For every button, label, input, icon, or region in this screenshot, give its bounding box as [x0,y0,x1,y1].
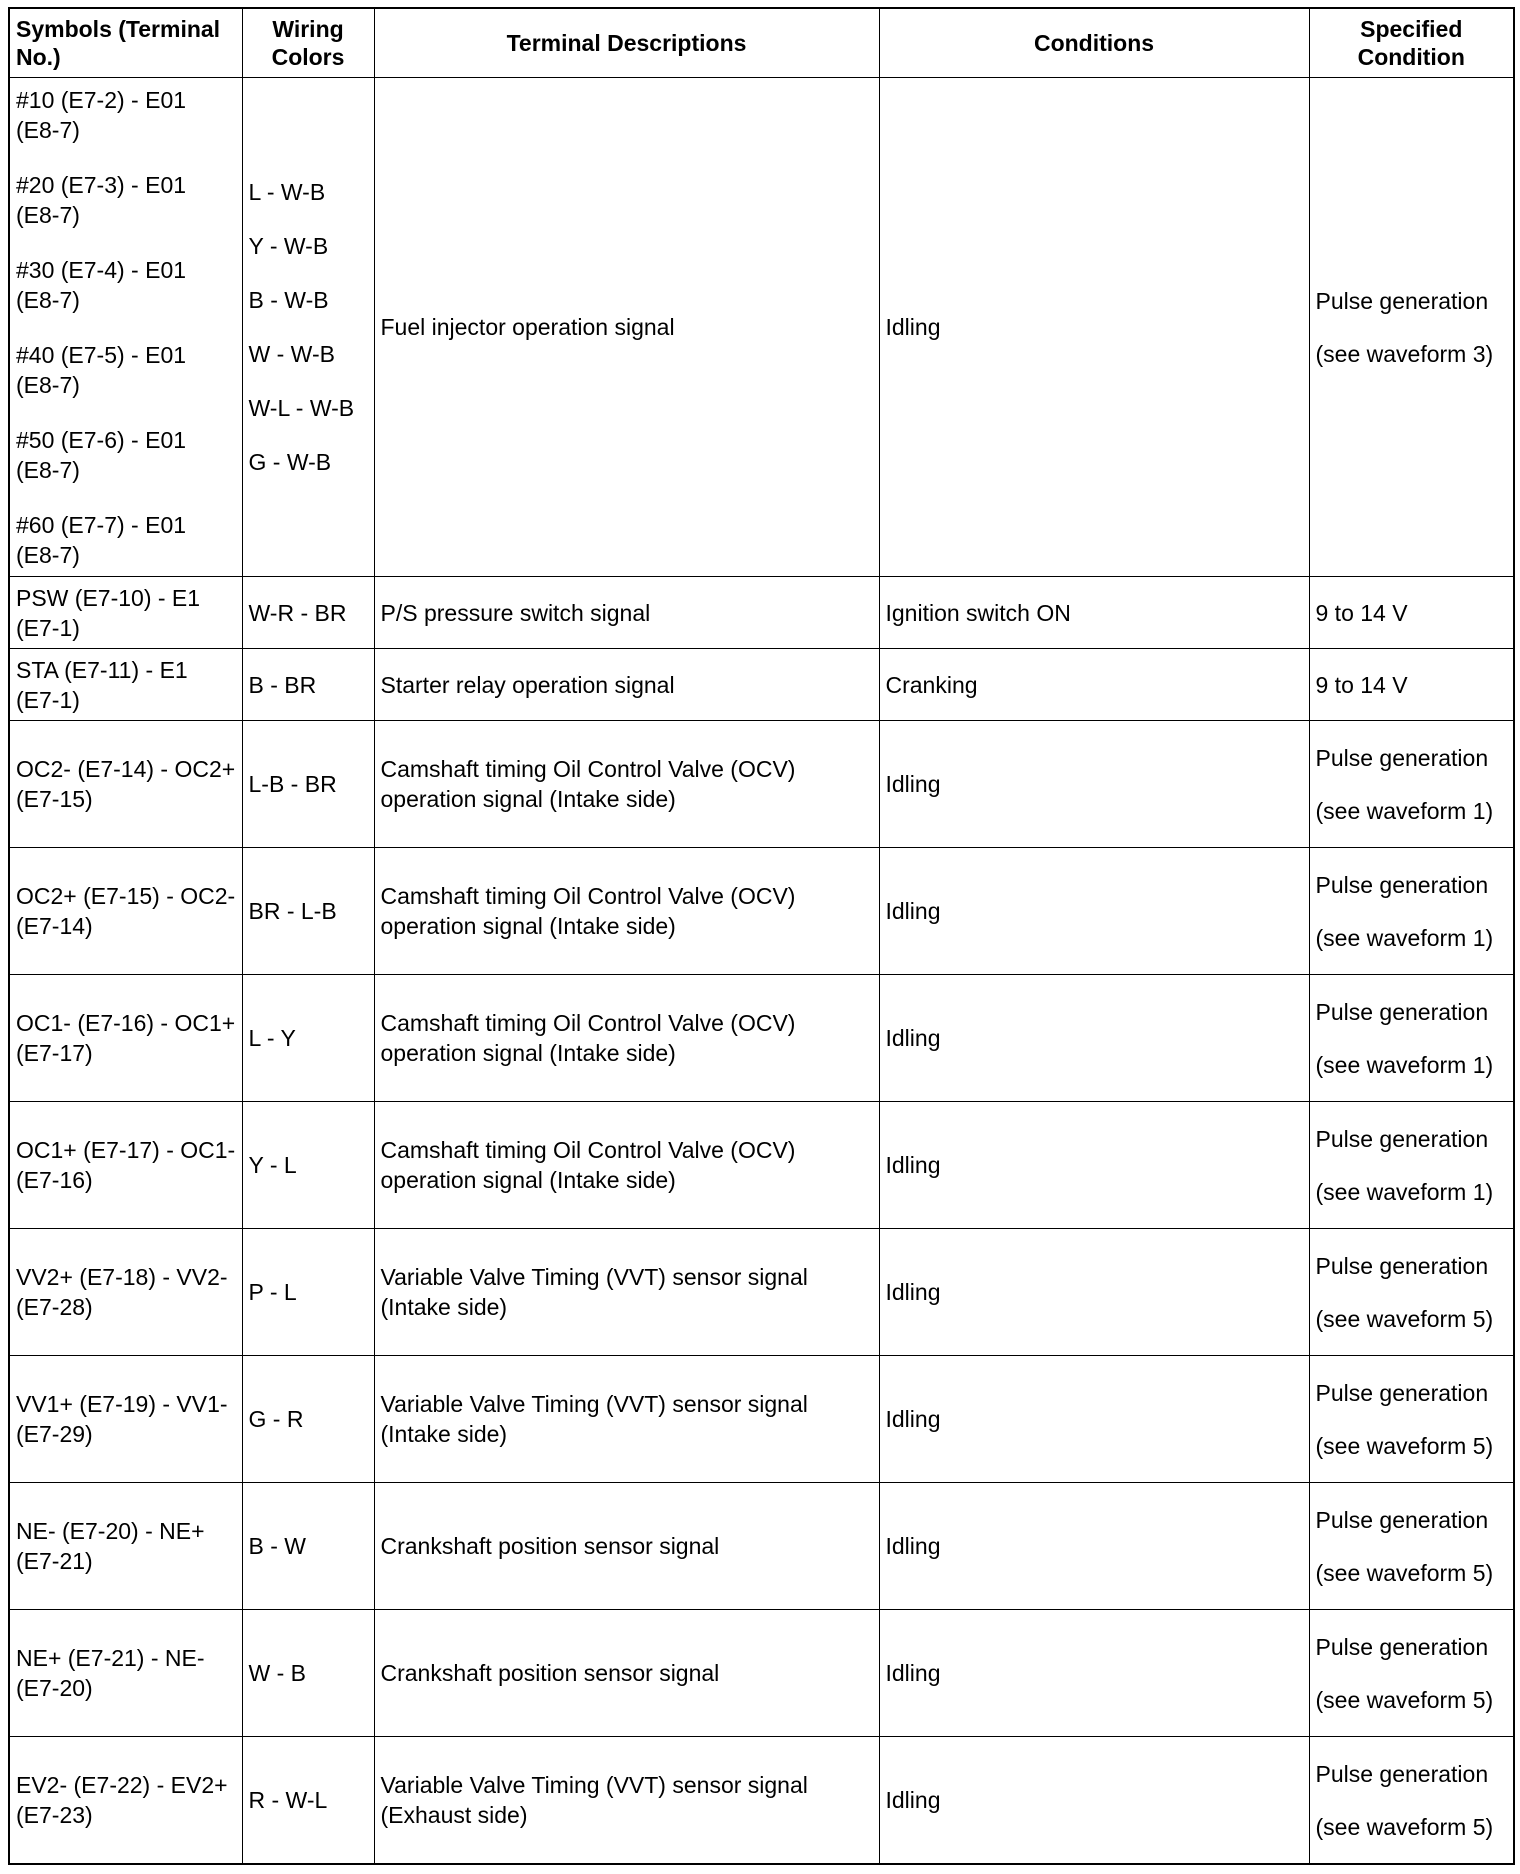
specified-cell [1309,649,1514,721]
condition-cell: Idling [879,975,1309,1102]
specified-value: Pulse generation [1315,1760,1489,1787]
table-row [9,1229,1514,1356]
wiring-line: L - W-B [248,179,326,205]
specified-note: (see waveform 1) [1315,1051,1494,1078]
description-cell: Variable Valve Timing (VVT) sensor signal (Exhaust side) [374,1737,879,1865]
condition-cell: Ignition switch ON [879,577,1309,649]
symbols-cell: STA (E7-11) - E1 (E7-1) [9,649,242,721]
wiring-cell: Y - L [242,1102,374,1229]
symbols-cell: VV2+ (E7-18) - VV2- (E7-28) [9,1229,242,1356]
condition-cell: Idling [879,1356,1309,1483]
description-cell: Camshaft timing Oil Control Valve (OCV) operation signal (Intake side) [374,721,879,848]
specified-note: (see waveform 5) [1315,1305,1494,1332]
wiring-line: Y - W-B [248,233,329,259]
specified-value: Pulse generation [1315,1125,1489,1152]
wiring-cell: L-B - BR [242,721,374,848]
specified-value: Pulse generation [1315,1633,1489,1660]
wiring-line: W-L - W-B [248,395,355,421]
table-row [9,1356,1514,1483]
specified-value: 9 to 14 V [1315,599,1408,626]
symbols-cell: VV1+ (E7-19) - VV1- (E7-29) [9,1356,242,1483]
header-conditions: Conditions [879,8,1309,78]
description-cell: Variable Valve Timing (VVT) sensor signal (Intake side) [374,1356,879,1483]
symbol-line: #50 (E7-6) - E01 (E8-7) [16,426,187,483]
terminal-spec-table [8,7,1515,1865]
table-row [9,1737,1514,1865]
wiring-cell: G - R [242,1356,374,1483]
table-body [9,78,1514,1865]
wiring-line: W - W-B [248,341,335,367]
wiring-cell: W-R - BR [242,577,374,649]
wiring-cell: L - Y [242,975,374,1102]
specified-note: (see waveform 5) [1315,1559,1494,1586]
specified-note: (see waveform 1) [1315,797,1494,824]
wiring-cell: BR - L-B [242,848,374,975]
symbols-cell: NE- (E7-20) - NE+ (E7-21) [9,1483,242,1610]
symbol-line: #30 (E7-4) - E01 (E8-7) [16,256,187,313]
condition-cell: Idling [879,848,1309,975]
specified-value: Pulse generation [1315,1506,1489,1533]
condition-cell: Idling [879,721,1309,848]
condition-cell: Idling [879,1483,1309,1610]
description-cell: Crankshaft position sensor signal [374,1483,879,1610]
specified-cell [1309,1737,1514,1865]
wiring-cell: B - BR [242,649,374,721]
symbols-cell: OC1- (E7-16) - OC1+ (E7-17) [9,975,242,1102]
description-cell: Starter relay operation signal [374,649,879,721]
table-row [9,1102,1514,1229]
symbols-cell: NE+ (E7-21) - NE- (E7-20) [9,1610,242,1737]
specified-cell [1309,848,1514,975]
header-specified-condition: Specified Condition [1309,8,1514,78]
symbols-cell: OC2+ (E7-15) - OC2- (E7-14) [9,848,242,975]
specified-note: (see waveform 3) [1315,340,1494,367]
description-cell: Camshaft timing Oil Control Valve (OCV) operation signal (Intake side) [374,1102,879,1229]
symbol-line: #40 (E7-5) - E01 (E8-7) [16,341,187,398]
header-row [9,8,1514,78]
wiring-cell [242,78,374,577]
table-row [9,577,1514,649]
wiring-cell: W - B [242,1610,374,1737]
symbol-line: #60 (E7-7) - E01 (E8-7) [16,511,187,568]
specified-note: (see waveform 1) [1315,924,1494,951]
symbols-cell: OC2- (E7-14) - OC2+ (E7-15) [9,721,242,848]
description-cell: Camshaft timing Oil Control Valve (OCV) operation signal (Intake side) [374,848,879,975]
specified-cell [1309,78,1514,577]
specified-cell [1309,1483,1514,1610]
specified-value: 9 to 14 V [1315,671,1408,698]
specified-note: (see waveform 5) [1315,1432,1494,1459]
condition-cell: Idling [879,1102,1309,1229]
symbols-cell [9,78,242,577]
specified-note: (see waveform 5) [1315,1813,1494,1840]
table-row [9,848,1514,975]
condition-cell: Idling [879,1610,1309,1737]
specified-value: Pulse generation [1315,287,1489,314]
specified-value: Pulse generation [1315,744,1489,771]
specified-cell [1309,721,1514,848]
specified-value: Pulse generation [1315,998,1489,1025]
header-terminal-descriptions: Terminal Descriptions [374,8,879,78]
header-symbols: Symbols (Terminal No.) [9,8,242,78]
document-page [8,7,1513,1870]
symbols-cell: EV2- (E7-22) - EV2+ (E7-23) [9,1737,242,1865]
specified-cell [1309,577,1514,649]
symbol-line: #20 (E7-3) - E01 (E8-7) [16,171,187,228]
condition-cell: Idling [879,78,1309,577]
specified-value: Pulse generation [1315,871,1489,898]
description-cell: Fuel injector operation signal [374,78,879,577]
condition-cell: Cranking [879,649,1309,721]
description-cell: Crankshaft position sensor signal [374,1610,879,1737]
table-row [9,721,1514,848]
specified-cell [1309,1102,1514,1229]
table-row-fuel-injector [9,78,1514,577]
specified-cell [1309,1356,1514,1483]
wiring-cell: R - W-L [242,1737,374,1865]
table-row [9,975,1514,1102]
wiring-line: B - W-B [248,287,329,313]
specified-cell [1309,975,1514,1102]
description-cell: P/S pressure switch signal [374,577,879,649]
table-row [9,1483,1514,1610]
symbols-cell: OC1+ (E7-17) - OC1- (E7-16) [9,1102,242,1229]
description-cell: Camshaft timing Oil Control Valve (OCV) operation signal (Intake side) [374,975,879,1102]
specified-cell [1309,1610,1514,1737]
table-row [9,1610,1514,1737]
wiring-cell: B - W [242,1483,374,1610]
table-header [9,8,1514,78]
table-row [9,649,1514,721]
specified-cell [1309,1229,1514,1356]
symbol-line: #10 (E7-2) - E01 (E8-7) [16,86,187,143]
specified-note: (see waveform 5) [1315,1686,1494,1713]
symbols-cell: PSW (E7-10) - E1 (E7-1) [9,577,242,649]
specified-note: (see waveform 1) [1315,1178,1494,1205]
description-cell: Variable Valve Timing (VVT) sensor signal (Intake side) [374,1229,879,1356]
header-wiring-colors: Wiring Colors [242,8,374,78]
specified-value: Pulse generation [1315,1379,1489,1406]
condition-cell: Idling [879,1737,1309,1865]
specified-value: Pulse generation [1315,1252,1489,1279]
wiring-cell: P - L [242,1229,374,1356]
wiring-line: G - W-B [248,449,332,475]
condition-cell: Idling [879,1229,1309,1356]
